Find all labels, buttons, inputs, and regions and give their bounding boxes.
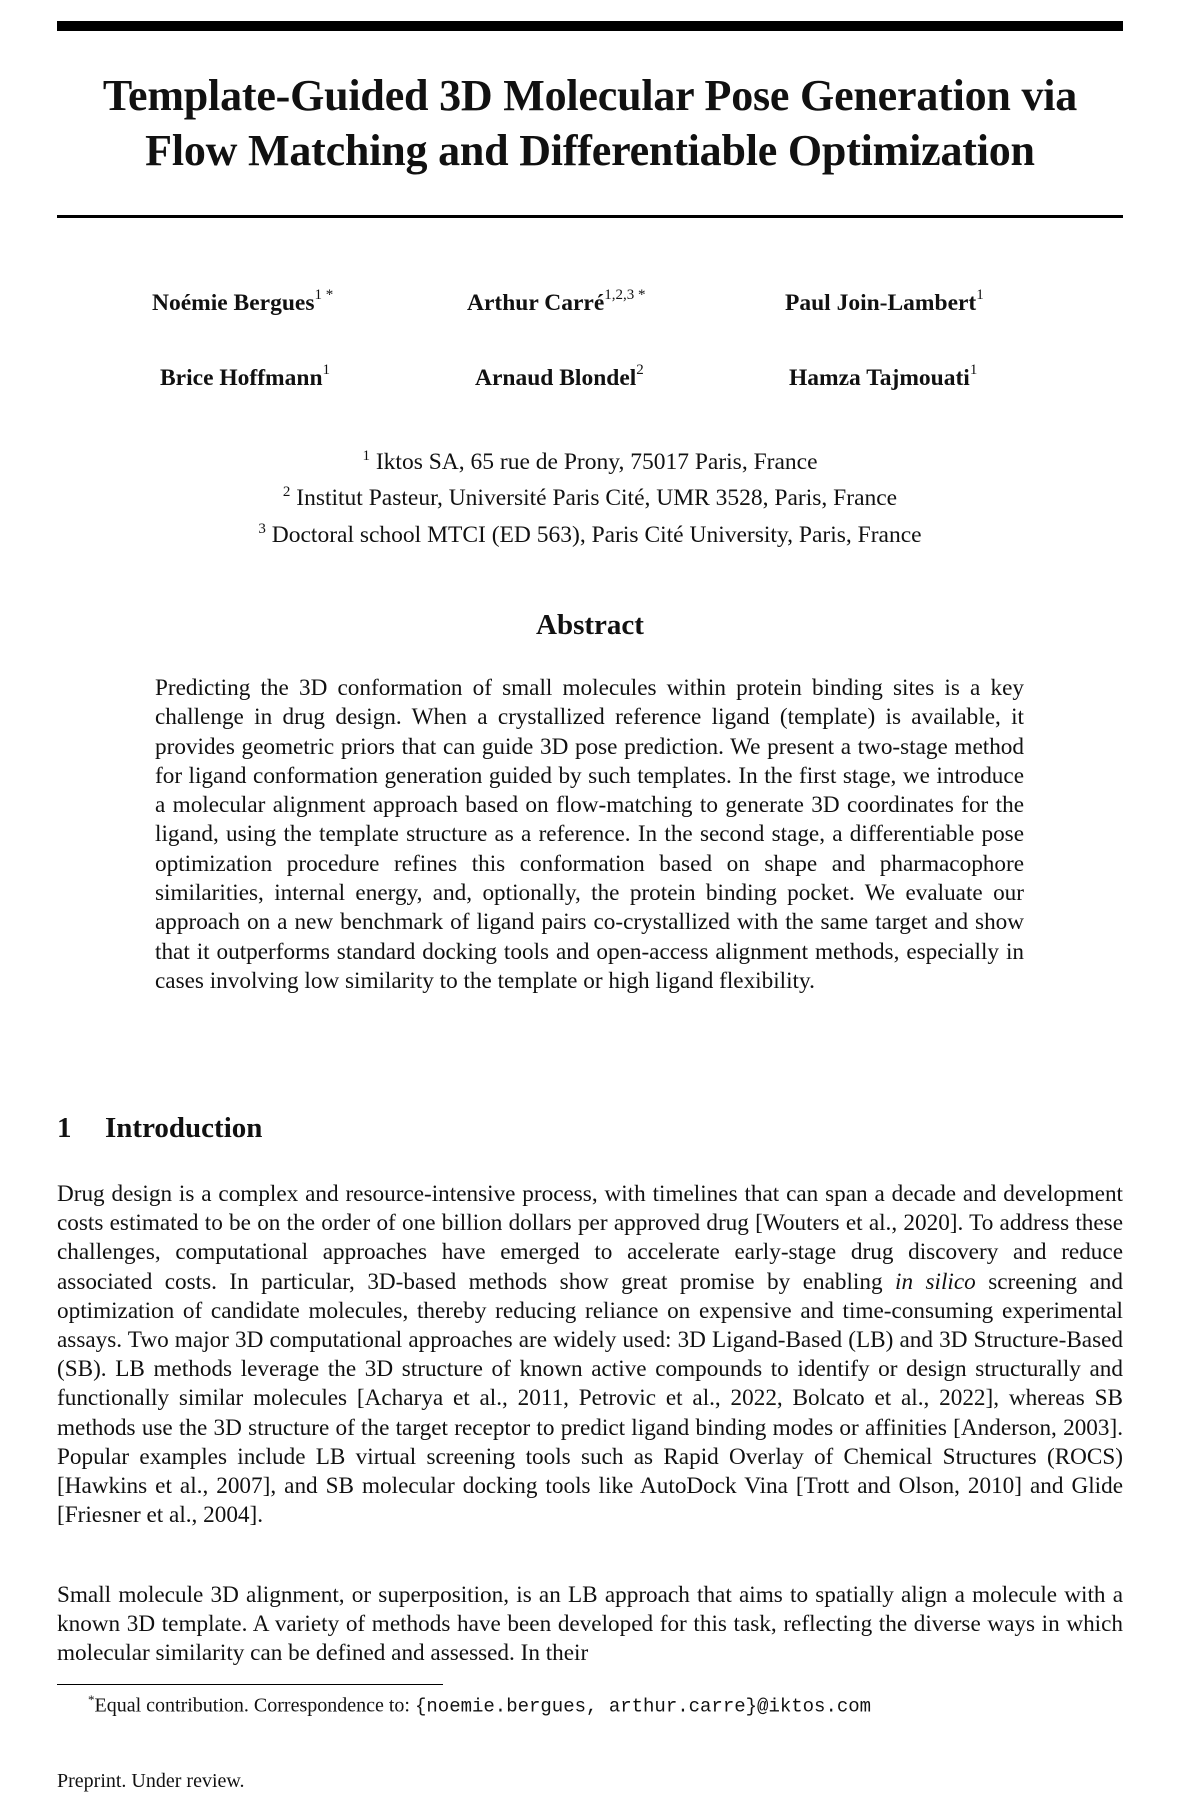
title-bottom-rule — [57, 215, 1123, 218]
author-mark: 1,2,3 * — [604, 287, 646, 303]
author-mark: 1 — [976, 287, 984, 303]
paper-title — [57, 68, 1123, 178]
intro-p1-italic: in silico — [895, 1268, 976, 1295]
author — [475, 364, 644, 392]
affiliation-line — [57, 514, 1123, 550]
affiliation-line — [57, 477, 1123, 513]
affiliation-text: Iktos SA, 65 rue de Prony, 75017 Paris, France — [375, 448, 818, 475]
intro-paragraph-2: Small molecule 3D alignment, or superposition, is an LB approach that aims to spatially align a molecule with a known 3D template. A variety of methods have been developed for this task, reflecting the diverse ways in which molecular similarity can be defined and assessed. In their — [57, 1582, 1123, 1667]
author — [160, 364, 330, 392]
author — [152, 289, 333, 317]
affiliation-line — [57, 441, 1123, 477]
author-mark: 1 * — [314, 287, 334, 303]
author — [785, 289, 984, 317]
author — [789, 364, 977, 392]
footnote-text: Equal contribution. Correspondence to: — [94, 1694, 415, 1717]
author-mark: 2 — [636, 362, 644, 378]
title-line-2: Flow Matching and Differentiable Optimization — [145, 126, 1035, 175]
abstract-text: Predicting the 3D conformation of small molecules within protein binding sites is a key challenge in drug design. When a crystallized reference ligand (template) is available, it provides geometric priors that can guide 3D pose prediction. We present a two-stage method for ligand conformation generation guided by such templates. In the first stage, we introduce a molecular alignment approach based on flow-matching to generate 3D coordinates for the ligand, using the template structure as a reference. In the second stage, a differentiable pose optimization procedure refines this conformation based on shape and pharmacophore similarities, internal energy, and, optionally, the protein binding pocket. We evaluate our approach on a new benchmark of ligand pairs co-crystallized with the same target and show that it outperforms standard docking tools and open-access alignment methods, especially in cases involving low similarity to the template or high ligand flexibility. — [155, 675, 1024, 994]
paper-page — [57, 0, 1123, 1820]
affiliation-mark: 1 — [362, 448, 370, 464]
preprint-note: Preprint. Under review. — [57, 1770, 245, 1792]
section-number: 1 — [57, 1112, 72, 1144]
intro-p1-part-a: Drug design is a complex and resource-intensive process, with timelines that can span a decade and development costs estimated to be on the order of one billion dollars per approved drug [Wouters et al., 2020]. To address these challenges, computational approaches have emerged to accelerate early-stage drug discovery and reduce associated costs. In particular, 3D-based methods show great promise by enabling — [57, 1181, 1123, 1295]
title-top-rule — [57, 21, 1123, 31]
intro-p1-part-b: screening and optimization of candidate molecules, thereby reducing reliance on expensive and time-consuming experimental assays. Two major 3D computational approaches are widely used: 3D Ligand-Based (LB) and 3D Structure-Based (SB). LB methods leverage the 3D structure of known active compounds to identify or design structurally and functionally similar molecules [Acharya et al., 2011, Petrovic et al., 2022, Bolcato et al., 2022], whereas SB methods use the 3D structure of the target receptor to predict ligand binding modes or affinities [Anderson, 2003]. Popular examples include LB virtual screening tools such as Rapid Overlay of Chemical Structures (ROCS) [Hawkins et al., 2007], and SB molecular docking tools like AutoDock Vina [Trott and Olson, 2010] and Glide [Friesner et al., 2004]. — [57, 1268, 1123, 1529]
author-mark: 1 — [322, 362, 331, 378]
title-line-1: Template-Guided 3D Molecular Pose Generation via — [102, 71, 1078, 120]
footnote-email: {noemie.bergues, arthur.carre}@iktos.com — [414, 1695, 872, 1718]
footnote — [88, 1692, 871, 1718]
affiliation-text: Institut Pasteur, Université Paris Cité, UMR 3528, Paris, France — [296, 485, 898, 512]
author-name: Arthur Carré — [467, 289, 605, 316]
abstract-heading: Abstract — [536, 609, 644, 641]
footnote-mark: * — [88, 1692, 95, 1707]
author-mark: 1 — [969, 362, 978, 378]
author-name: Paul Join-Lambert — [785, 289, 977, 316]
affiliation-text: Doctoral school MTCI (ED 563), Paris Cité University, Paris, France — [271, 521, 922, 548]
author-name: Hamza Tajmouati — [789, 364, 970, 391]
intro-paragraph-1 — [57, 1180, 1123, 1530]
footnote-rule — [57, 1684, 443, 1685]
section-heading — [57, 1112, 262, 1145]
affiliation-mark: 3 — [258, 520, 266, 537]
affiliation-mark: 2 — [282, 484, 291, 501]
author-name: Arnaud Blondel — [475, 364, 637, 391]
affiliations — [57, 441, 1123, 550]
author-name: Noémie Bergues — [152, 289, 315, 316]
section-title: Introduction — [105, 1112, 263, 1144]
author-name: Brice Hoffmann — [160, 364, 323, 391]
author — [467, 289, 646, 317]
